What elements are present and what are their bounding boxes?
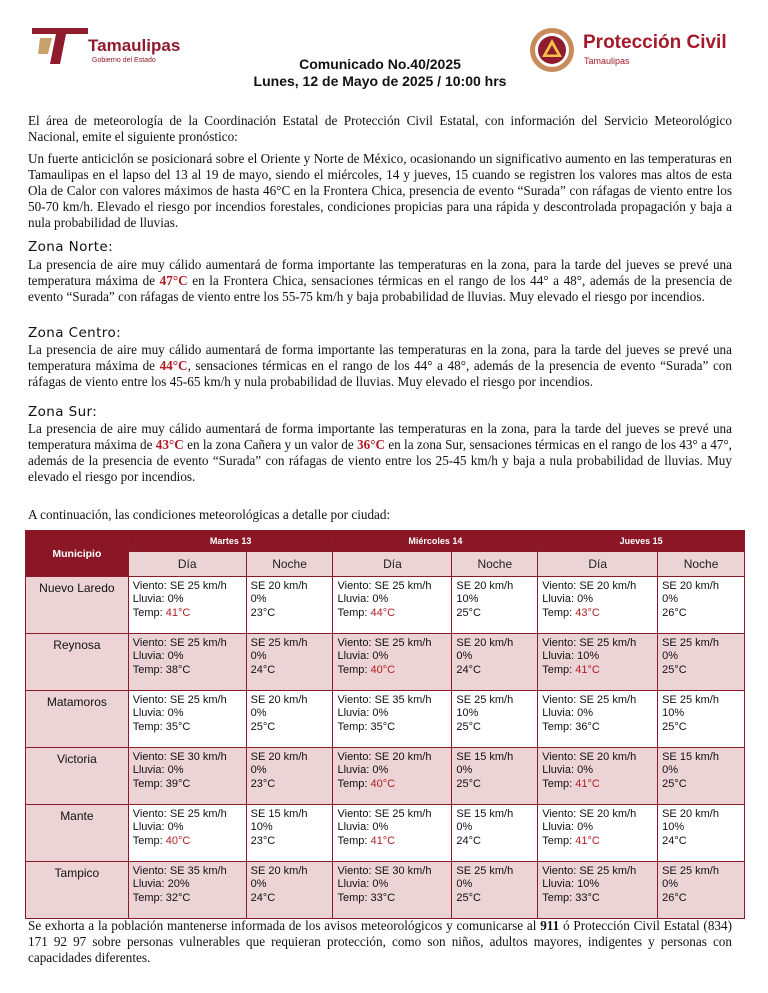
zona-sur-max-temp-canera: 43°C [155,437,184,452]
zona-centro-heading: Zona Centro: [28,325,122,341]
rain-value: Lluvia: 0% [132,707,184,720]
wind-value: Viento: SE 25 km/h [337,637,432,649]
tamaulipas-logo-name: Tamaulipas [88,36,181,55]
temp-value: Temp: 38°C [132,663,191,676]
forecast-cell [333,577,452,634]
noche-header: Noche [452,552,538,577]
forecast-cell [452,805,538,862]
table-row [26,691,745,748]
forecast-cell [246,805,333,862]
dia-header: Día [333,552,452,577]
temp-value: Temp: 41°C [132,606,191,619]
table-row [26,748,745,805]
temp-value: 25°C [250,720,276,733]
footer-paragraph: Se exhorta a la población mantenerse informada de los avisos meteorológicos y comunicarse al 911 ó Protección Civil Estatal (834) 171 92 97 sobre personas vulnerables que requieran protección, como son niños, adultos mayores, indigentes y personas con capacidades diferentes. [28,918,732,965]
temp-value: 25°C [456,777,481,790]
rain-value: 0% [456,821,473,834]
temp-value: 26°C [662,606,687,619]
rain-value: Lluvia: 0% [337,650,389,663]
forecast-table [25,530,745,919]
forecast-cell [538,634,658,691]
wind-value: Viento: SE 20 km/h [542,751,637,763]
forecast-cell [246,748,333,805]
rain-value: 0% [662,878,678,891]
temp-value: 25°C [662,777,687,790]
rain-value: 0% [250,650,267,663]
rain-value: 0% [662,764,678,777]
rain-value: Lluvia: 0% [542,764,593,777]
wind-value: SE 15 km/h [456,808,514,820]
wind-value: Viento: SE 25 km/h [132,694,227,706]
rain-value: Lluvia: 0% [132,821,184,834]
noche-header: Noche [658,552,745,577]
rain-value: Lluvia: 0% [542,707,593,720]
forecast-cell [658,748,745,805]
forecast-cell [452,691,538,748]
proteccion-civil-logo [528,26,748,76]
temp-value: 23°C [250,606,276,619]
wind-value: SE 25 km/h [456,694,514,706]
communique-number: Comunicado No.40/2025 [299,56,461,72]
wind-value: SE 20 km/h [250,580,308,592]
rain-value: Lluvia: 0% [337,821,389,834]
wind-value: SE 25 km/h [250,637,308,649]
forecast-cell [128,862,246,919]
wind-value: Viento: SE 35 km/h [337,694,432,706]
temp-value: Temp: 41°C [542,777,600,790]
day-header-miercoles: Miércoles 14 [333,531,538,552]
zona-centro-paragraph: La presencia de aire muy cálido aumentará de forma importante las temperaturas en la zona, para la tarde del jueves se prevé una temperatura máxima de 44°C, sensaciones térmicas en el rango de los 44° a 48°, además de la presencia de evento “Surada” con ráfagas de viento entre los 45-65 km/h y nula probabilidad de lluvias. Muy elevado el riesgo por incendios. [28,342,732,389]
forecast-cell [333,862,452,919]
rain-value: Lluvia: 10% [542,650,600,663]
temp-value: Temp: 33°C [542,891,600,904]
temp-value: 23°C [250,834,276,847]
temp-value: Temp: 41°C [542,834,600,847]
wind-value: SE 25 km/h [456,865,514,877]
rain-value: 0% [250,707,267,720]
wind-value: Viento: SE 25 km/h [132,637,227,649]
temp-value: Temp: 44°C [337,606,396,619]
zona-sur-max-temp-sur: 36°C [357,437,386,452]
temp-value: Temp: 39°C [132,777,191,790]
municipio-header: Municipio [26,531,129,577]
wind-value: Viento: SE 20 km/h [542,808,637,820]
wind-value: Viento: SE 20 km/h [542,580,637,592]
forecast-cell [538,805,658,862]
wind-value: SE 15 km/h [456,751,514,763]
rain-value: 0% [456,764,473,777]
temp-value: 24°C [456,663,481,676]
intro-paragraph: El área de meteorología de la Coordinación Estatal de Protección Civil Estatal, con información del Servicio Meteorológico Nacional, emite el siguiente pronóstico: [28,113,732,144]
zona-norte-max-temp: 47°C [159,273,188,288]
forecast-cell [452,748,538,805]
temp-value: 25°C [456,606,481,619]
temp-value: Temp: 40°C [337,777,396,790]
forecast-cell [538,577,658,634]
temp-value: Temp: 35°C [337,720,396,733]
municipio-name: Reynosa [26,634,129,691]
rain-value: 0% [250,593,267,606]
forecast-cell [658,805,745,862]
forecast-cell [333,691,452,748]
rain-value: Lluvia: 0% [337,707,389,720]
wind-value: SE 20 km/h [250,694,308,706]
proteccion-civil-logo-subtitle: Tamaulipas [584,56,630,66]
temp-value: Temp: 41°C [337,834,396,847]
wind-value: Viento: SE 25 km/h [542,865,637,877]
wind-value: SE 20 km/h [456,580,514,592]
rain-value: 0% [456,650,473,663]
temp-value: Temp: 35°C [132,720,191,733]
wind-value: Viento: SE 25 km/h [542,637,637,649]
wind-value: SE 20 km/h [662,808,719,820]
wind-value: SE 25 km/h [662,865,719,877]
wind-value: SE 25 km/h [662,637,719,649]
municipio-name: Mante [26,805,129,862]
zona-norte-paragraph: La presencia de aire muy cálido aumentará de forma importante las temperaturas en la zona, para la tarde del jueves se prevé una temperatura máxima de 47°C en la Frontera Chica, sensaciones térmicas en el rango de los 44° a 48°, además de la presencia de evento “Surada” con ráfagas de viento entre los 55-75 km/h y baja probabilidad de lluvias. Muy elevado el riesgo por incendios. [28,257,732,304]
forecast-cell [452,634,538,691]
rain-value: 0% [662,650,678,663]
table-row [26,862,745,919]
table-row [26,634,745,691]
wind-value: Viento: SE 25 km/h [542,694,637,706]
dia-header: Día [128,552,246,577]
forecast-cell [538,691,658,748]
wind-value: Viento: SE 30 km/h [132,751,227,763]
day-header-jueves: Jueves 15 [538,531,745,552]
temp-value: Temp: 40°C [132,834,191,847]
forecast-cell [658,691,745,748]
wind-value: SE 20 km/h [456,637,514,649]
rain-value: 10% [662,707,685,720]
wind-value: Viento: SE 25 km/h [132,808,227,820]
zona-centro-max-temp: 44°C [159,358,188,373]
wind-value: SE 20 km/h [662,580,719,592]
temp-value: 25°C [456,720,481,733]
proteccion-civil-seal-icon [528,26,576,74]
forecast-cell [658,577,745,634]
emergency-number: 911 [540,918,560,933]
temp-value: Temp: 32°C [132,891,191,904]
temp-value: 26°C [662,891,687,904]
temp-value: Temp: 36°C [542,720,600,733]
temp-value: Temp: 43°C [542,606,600,619]
rain-value: 10% [456,593,479,606]
forecast-cell [128,577,246,634]
document-header [0,0,768,105]
rain-value: Lluvia: 0% [337,878,389,891]
forecast-cell [333,805,452,862]
temp-value: 24°C [250,891,276,904]
rain-value: Lluvia: 0% [132,650,184,663]
forecast-cell [246,577,333,634]
dia-header: Día [538,552,658,577]
forecast-cell [246,691,333,748]
forecast-cell [658,634,745,691]
forecast-cell [452,862,538,919]
forecast-cell [128,634,246,691]
temp-value: 24°C [250,663,276,676]
rain-value: 10% [456,707,479,720]
rain-value: Lluvia: 10% [542,878,600,891]
municipio-name: Victoria [26,748,129,805]
temp-value: 23°C [250,777,276,790]
rain-value: Lluvia: 0% [132,593,184,606]
rain-value: Lluvia: 0% [337,764,389,777]
wind-value: SE 20 km/h [250,751,308,763]
wind-value: Viento: SE 25 km/h [132,580,227,592]
wind-value: SE 25 km/h [662,694,719,706]
zona-sur-heading: Zona Sur: [28,404,98,420]
forecast-cell [333,634,452,691]
rain-value: Lluvia: 0% [337,593,389,606]
rain-value: Lluvia: 20% [132,878,190,891]
temp-value: 25°C [662,720,687,733]
rain-value: 0% [662,593,678,606]
forecast-cell [246,862,333,919]
forecast-cell [658,862,745,919]
rain-value: Lluvia: 0% [132,764,184,777]
table-intro: A continuación, las condiciones meteorológicas a detalle por ciudad: [28,507,391,522]
temp-value: 25°C [662,663,687,676]
wind-value: SE 15 km/h [250,808,308,820]
rain-value: 10% [662,821,685,834]
temp-value: 24°C [662,834,687,847]
forecast-cell [246,634,333,691]
rain-value: Lluvia: 0% [542,821,593,834]
forecast-cell [538,862,658,919]
zona-norte-heading: Zona Norte: [28,239,114,255]
wind-value: Viento: SE 25 km/h [337,808,432,820]
forecast-cell [538,748,658,805]
forecast-cell [128,805,246,862]
rain-value: Lluvia: 0% [542,593,593,606]
tamaulipas-logo-subtitle: Gobierno del Estado [92,57,156,64]
table-row [26,805,745,862]
temp-value: 25°C [456,891,481,904]
proteccion-civil-logo-name: Protección Civil [583,32,727,53]
summary-paragraph: Un fuerte anticiclón se posicionará sobre el Oriente y Norte de México, ocasionando un significativo aumento en las temperaturas en Tamaulipas en el lapso del 13 al 19 de mayo, siendo el miércoles, 14 y jueves, 15 cuando se registren los valores mas altos de esta Ola de Calor con valores máximos de hasta 46°C en la Frontera Chica, presencia de evento “Surada” con ráfagas de viento entre los 50-70 km/h. Elevado el riesgo por incendios forestales, condiciones propicias para una rápida y descontrolada propagación y baja a nula probabilidad de lluvias. [28,151,732,230]
wind-value: SE 20 km/h [250,865,308,877]
temp-value: Temp: 40°C [337,663,396,676]
day-header-martes: Martes 13 [128,531,333,552]
noche-header: Noche [246,552,333,577]
forecast-cell [333,748,452,805]
wind-value: Viento: SE 20 km/h [337,751,432,763]
communique-date: Lunes, 12 de Mayo de 2025 / 10:00 hrs [253,73,507,89]
forecast-cell [128,748,246,805]
wind-value: Viento: SE 30 km/h [337,865,432,877]
wind-value: Viento: SE 25 km/h [337,580,432,592]
zona-sur-paragraph: La presencia de aire muy cálido aumentará de forma importante las temperaturas en la zona, para la tarde del jueves se prevé una temperatura máxima de 43°C en la zona Cañera y un valor de 36°C en la zona Sur, sensaciones térmicas en el rango de los 43° a 47°, además de la presencia de evento “Surada” con ráfagas de viento entre los 25-45 km/h y baja a nula probabilidad de lluvias. Muy elevado el riesgo por incendios. [28,421,732,484]
rain-value: 0% [456,878,473,891]
table-row [26,577,745,634]
temp-value: Temp: 33°C [337,891,396,904]
municipio-name: Matamoros [26,691,129,748]
rain-value: 0% [250,878,267,891]
rain-value: 10% [250,821,273,834]
forecast-cell [128,691,246,748]
municipio-name: Tampico [26,862,129,919]
wind-value: SE 15 km/h [662,751,719,763]
temp-value: Temp: 41°C [542,663,600,676]
temp-value: 24°C [456,834,481,847]
forecast-cell [452,577,538,634]
municipio-name: Nuevo Laredo [26,577,129,634]
wind-value: Viento: SE 35 km/h [132,865,227,877]
rain-value: 0% [250,764,267,777]
